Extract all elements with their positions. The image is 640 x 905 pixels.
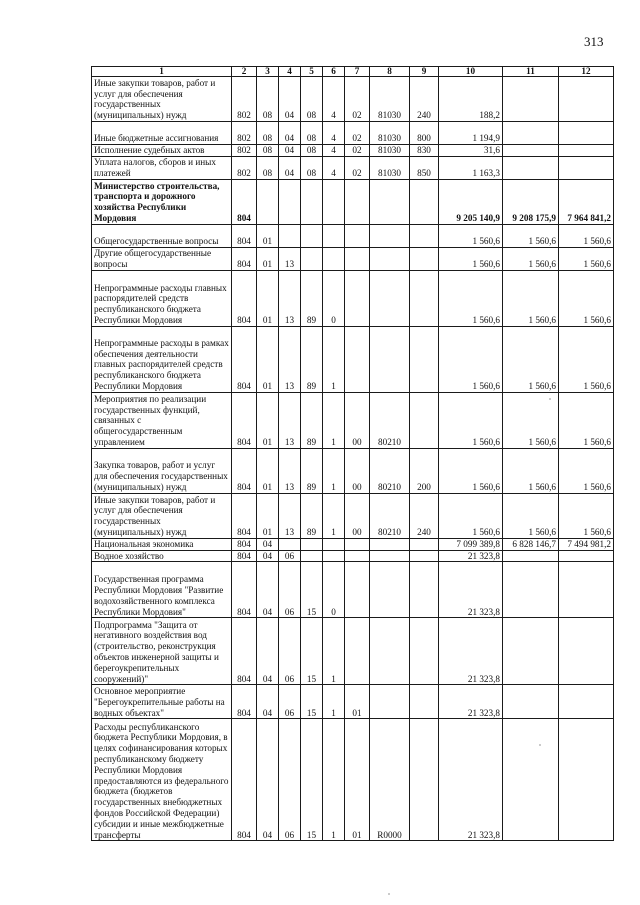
amount-year-3	[559, 550, 614, 562]
ministry-code: 804	[232, 224, 257, 247]
scan-speck	[539, 744, 541, 746]
column-header: 9	[410, 67, 439, 77]
subprogram-code: 4	[323, 145, 345, 157]
amount-year-1: 21 323,8	[439, 618, 503, 685]
activity-code	[345, 247, 370, 270]
section-code: 04	[257, 562, 279, 618]
ministry-code: 804	[232, 550, 257, 562]
amount-year-3: 7 494 981,2	[559, 538, 614, 550]
amount-year-1: 21 323,8	[439, 719, 503, 841]
ministry-code: 802	[232, 122, 257, 145]
item-name: Государственная программа Республики Мордовия "Развитие водохозяйственного комплекса Республики Мордовия"	[92, 562, 232, 618]
program-code: 08	[301, 156, 323, 179]
item-name: Общегосударственные вопросы	[92, 224, 232, 247]
table-row	[92, 493, 614, 538]
amount-year-1: 1 560,6	[439, 224, 503, 247]
activity-code: 01	[345, 719, 370, 841]
subsection-code: 13	[279, 247, 301, 270]
ministry-code: 804	[232, 618, 257, 685]
activity-code: 02	[345, 145, 370, 157]
subprogram-code	[323, 247, 345, 270]
direction-code	[370, 550, 410, 562]
amount-year-3: 1 560,6	[559, 392, 614, 448]
ministry-code: 802	[232, 77, 257, 122]
table-row	[92, 247, 614, 270]
subprogram-code: 0	[323, 270, 345, 326]
amount-year-1: 1 194,9	[439, 122, 503, 145]
subprogram-code: 4	[323, 77, 345, 122]
ministry-code: 804	[232, 493, 257, 538]
amount-year-2: 1 560,6	[503, 247, 559, 270]
program-code	[301, 550, 323, 562]
amount-year-3: 7 964 841,2	[559, 179, 614, 224]
program-code: 89	[301, 270, 323, 326]
ministry-code: 804	[232, 392, 257, 448]
ministry-code: 804	[232, 562, 257, 618]
expense-type-code	[410, 179, 439, 224]
ministry-code: 804	[232, 270, 257, 326]
direction-code	[370, 224, 410, 247]
table-row	[92, 618, 614, 685]
ministry-code: 804	[232, 179, 257, 224]
program-code: 15	[301, 562, 323, 618]
subprogram-code: 1	[323, 448, 345, 493]
subsection-code: 06	[279, 719, 301, 841]
amount-year-2: 1 560,6	[503, 392, 559, 448]
expense-type-code	[410, 270, 439, 326]
subprogram-code: 4	[323, 156, 345, 179]
amount-year-3: 1 560,6	[559, 448, 614, 493]
subprogram-code: 1	[323, 493, 345, 538]
table-row	[92, 77, 614, 122]
amount-year-1: 1 560,6	[439, 392, 503, 448]
activity-code: 01	[345, 685, 370, 719]
section-code: 01	[257, 270, 279, 326]
amount-year-1: 1 163,3	[439, 156, 503, 179]
expense-type-code	[410, 562, 439, 618]
ministry-code: 804	[232, 247, 257, 270]
amount-year-3	[559, 122, 614, 145]
program-code	[301, 179, 323, 224]
amount-year-2	[503, 77, 559, 122]
subprogram-code: 1	[323, 618, 345, 685]
activity-code: 02	[345, 122, 370, 145]
section-code: 04	[257, 618, 279, 685]
expense-type-code	[410, 247, 439, 270]
amount-year-3: 1 560,6	[559, 247, 614, 270]
section-code: 08	[257, 156, 279, 179]
subprogram-code	[323, 179, 345, 224]
amount-year-2	[503, 122, 559, 145]
activity-code	[345, 618, 370, 685]
program-code: 15	[301, 685, 323, 719]
ministry-code: 804	[232, 685, 257, 719]
subsection-code	[279, 224, 301, 247]
page-number: 313	[584, 34, 604, 49]
expense-type-code	[410, 392, 439, 448]
amount-year-3	[559, 562, 614, 618]
subsection-code: 06	[279, 618, 301, 685]
amount-year-1: 1 560,6	[439, 270, 503, 326]
table-row	[92, 122, 614, 145]
section-code: 01	[257, 392, 279, 448]
budget-table	[91, 66, 614, 841]
subsection-code: 13	[279, 493, 301, 538]
section-code: 01	[257, 326, 279, 392]
table-row	[92, 270, 614, 326]
section-code: 08	[257, 122, 279, 145]
column-header: 2	[232, 67, 257, 77]
table-row	[92, 685, 614, 719]
amount-year-3	[559, 719, 614, 841]
item-name: Подпрограмма "Защита от негативного воздействия вод (строительство, реконструкция объектов инженерной защиты и берегоукрепительных сооружений)"	[92, 618, 232, 685]
amount-year-1: 7 099 389,8	[439, 538, 503, 550]
amount-year-1: 1 560,6	[439, 326, 503, 392]
subprogram-code	[323, 550, 345, 562]
column-header: 1	[92, 67, 232, 77]
expense-type-code: 850	[410, 156, 439, 179]
column-header: 6	[323, 67, 345, 77]
amount-year-2	[503, 156, 559, 179]
table-row	[92, 224, 614, 247]
amount-year-3	[559, 77, 614, 122]
table-row	[92, 550, 614, 562]
subsection-code	[279, 179, 301, 224]
program-code: 89	[301, 493, 323, 538]
table-row	[92, 719, 614, 841]
subprogram-code	[323, 538, 345, 550]
section-code: 08	[257, 77, 279, 122]
expense-type-code	[410, 538, 439, 550]
table-row	[92, 179, 614, 224]
amount-year-3: 1 560,6	[559, 224, 614, 247]
program-code	[301, 247, 323, 270]
amount-year-2: 1 560,6	[503, 224, 559, 247]
direction-code: 80210	[370, 493, 410, 538]
subsection-code: 04	[279, 156, 301, 179]
subsection-code: 13	[279, 270, 301, 326]
direction-code	[370, 326, 410, 392]
header-row	[92, 67, 614, 77]
amount-year-3	[559, 145, 614, 157]
direction-code	[370, 247, 410, 270]
direction-code	[370, 685, 410, 719]
amount-year-1: 21 323,8	[439, 562, 503, 618]
ministry-code: 802	[232, 156, 257, 179]
amount-year-1: 31,6	[439, 145, 503, 157]
column-header: 10	[439, 67, 503, 77]
program-code: 89	[301, 326, 323, 392]
section-code: 08	[257, 145, 279, 157]
amount-year-3	[559, 156, 614, 179]
item-name: Закупка товаров, работ и услуг для обеспечения государственных (муниципальных) нужд	[92, 448, 232, 493]
section-code: 04	[257, 685, 279, 719]
program-code	[301, 538, 323, 550]
item-name: Непрограммные расходы главных распорядителей средств республиканского бюджета Республики Мордовия	[92, 270, 232, 326]
activity-code	[345, 550, 370, 562]
program-code	[301, 224, 323, 247]
program-code: 15	[301, 618, 323, 685]
direction-code: 81030	[370, 156, 410, 179]
subprogram-code: 1	[323, 685, 345, 719]
program-code: 08	[301, 122, 323, 145]
ministry-code: 804	[232, 538, 257, 550]
direction-code	[370, 538, 410, 550]
amount-year-2	[503, 618, 559, 685]
amount-year-2: 1 560,6	[503, 448, 559, 493]
direction-code	[370, 179, 410, 224]
amount-year-1: 21 323,8	[439, 550, 503, 562]
expense-type-code: 200	[410, 448, 439, 493]
amount-year-2	[503, 145, 559, 157]
table-row	[92, 562, 614, 618]
program-code: 15	[301, 719, 323, 841]
table-row	[92, 326, 614, 392]
column-header: 5	[301, 67, 323, 77]
expense-type-code	[410, 224, 439, 247]
scan-speck	[388, 893, 390, 895]
expense-type-code: 800	[410, 122, 439, 145]
expense-type-code	[410, 326, 439, 392]
section-code: 01	[257, 224, 279, 247]
table-row	[92, 448, 614, 493]
activity-code: 00	[345, 392, 370, 448]
subprogram-code	[323, 224, 345, 247]
amount-year-1: 9 205 140,9	[439, 179, 503, 224]
column-header: 3	[257, 67, 279, 77]
ministry-code: 804	[232, 326, 257, 392]
ministry-code: 804	[232, 448, 257, 493]
amount-year-3	[559, 618, 614, 685]
subsection-code: 06	[279, 685, 301, 719]
amount-year-1: 188,2	[439, 77, 503, 122]
direction-code: R0000	[370, 719, 410, 841]
item-name: Водное хозяйство	[92, 550, 232, 562]
amount-year-2	[503, 719, 559, 841]
amount-year-3: 1 560,6	[559, 270, 614, 326]
table-row	[92, 145, 614, 157]
column-header: 4	[279, 67, 301, 77]
amount-year-2: 9 208 175,9	[503, 179, 559, 224]
table-row	[92, 156, 614, 179]
section-code	[257, 179, 279, 224]
program-code: 89	[301, 448, 323, 493]
subprogram-code: 1	[323, 719, 345, 841]
item-name: Иные закупки товаров, работ и услуг для обеспечения государственных (муниципальных) нужд	[92, 493, 232, 538]
subprogram-code: 1	[323, 392, 345, 448]
item-name: Непрограммные расходы в рамках обеспечения деятельности главных распорядителей средств республиканского бюджета Республики Мордовия	[92, 326, 232, 392]
column-header: 7	[345, 67, 370, 77]
activity-code: 00	[345, 448, 370, 493]
item-name: Другие общегосударственные вопросы	[92, 247, 232, 270]
activity-code: 02	[345, 156, 370, 179]
item-name: Иные бюджетные ассигнования	[92, 122, 232, 145]
activity-code: 02	[345, 77, 370, 122]
scan-speck	[549, 398, 551, 400]
activity-code	[345, 326, 370, 392]
column-header: 12	[559, 67, 614, 77]
amount-year-2	[503, 685, 559, 719]
table-row	[92, 392, 614, 448]
subprogram-code: 0	[323, 562, 345, 618]
direction-code: 81030	[370, 145, 410, 157]
amount-year-2: 1 560,6	[503, 270, 559, 326]
activity-code	[345, 538, 370, 550]
activity-code: 00	[345, 493, 370, 538]
activity-code	[345, 270, 370, 326]
item-name: Расходы республиканского бюджета Республики Мордовия, в целях софинансирования которых республиканскому бюджету Республики Мордовия предоставляются из федерального бюджета (бюджетов государственных внебюджетных фондов Российской Федерации) субсидии и иные межбюджетные трансферты	[92, 719, 232, 841]
amount-year-2: 6 828 146,7	[503, 538, 559, 550]
ministry-code: 802	[232, 145, 257, 157]
subsection-code	[279, 538, 301, 550]
direction-code	[370, 618, 410, 685]
activity-code	[345, 562, 370, 618]
direction-code: 81030	[370, 77, 410, 122]
amount-year-3: 1 560,6	[559, 326, 614, 392]
item-name: Основное мероприятие "Берегоукрепительные работы на водных объектах"	[92, 685, 232, 719]
direction-code: 80210	[370, 448, 410, 493]
amount-year-3: 1 560,6	[559, 493, 614, 538]
section-code: 01	[257, 493, 279, 538]
subsection-code: 06	[279, 550, 301, 562]
section-code: 01	[257, 247, 279, 270]
direction-code	[370, 270, 410, 326]
expense-type-code: 830	[410, 145, 439, 157]
item-name: Национальная экономика	[92, 538, 232, 550]
amount-year-2: 1 560,6	[503, 493, 559, 538]
subsection-code: 13	[279, 448, 301, 493]
direction-code	[370, 562, 410, 618]
subsection-code: 04	[279, 77, 301, 122]
subprogram-code: 4	[323, 122, 345, 145]
expense-type-code	[410, 685, 439, 719]
expense-type-code: 240	[410, 77, 439, 122]
item-name: Исполнение судебных актов	[92, 145, 232, 157]
item-name: Министерство строительства, транспорта и дорожного хозяйства Республики Мордовия	[92, 179, 232, 224]
section-code: 04	[257, 538, 279, 550]
amount-year-1: 1 560,6	[439, 448, 503, 493]
amount-year-2: 1 560,6	[503, 326, 559, 392]
amount-year-2	[503, 550, 559, 562]
subsection-code: 04	[279, 122, 301, 145]
amount-year-2	[503, 562, 559, 618]
program-code: 08	[301, 77, 323, 122]
section-code: 04	[257, 550, 279, 562]
program-code: 89	[301, 392, 323, 448]
subsection-code: 04	[279, 145, 301, 157]
item-name: Иные закупки товаров, работ и услуг для обеспечения государственных (муниципальных) нужд	[92, 77, 232, 122]
amount-year-1: 21 323,8	[439, 685, 503, 719]
expense-type-code	[410, 550, 439, 562]
subprogram-code: 1	[323, 326, 345, 392]
section-code: 01	[257, 448, 279, 493]
amount-year-1: 1 560,6	[439, 493, 503, 538]
subsection-code: 06	[279, 562, 301, 618]
expense-type-code	[410, 719, 439, 841]
ministry-code: 804	[232, 719, 257, 841]
amount-year-1: 1 560,6	[439, 247, 503, 270]
section-code: 04	[257, 719, 279, 841]
column-header: 8	[370, 67, 410, 77]
activity-code	[345, 179, 370, 224]
item-name: Мероприятия по реализации государственных функций, связанных с общегосударственным управлением	[92, 392, 232, 448]
subsection-code: 13	[279, 392, 301, 448]
expense-type-code: 240	[410, 493, 439, 538]
item-name: Уплата налогов, сборов и иных платежей	[92, 156, 232, 179]
subsection-code: 13	[279, 326, 301, 392]
expense-type-code	[410, 618, 439, 685]
direction-code: 80210	[370, 392, 410, 448]
direction-code: 81030	[370, 122, 410, 145]
amount-year-3	[559, 685, 614, 719]
program-code: 08	[301, 145, 323, 157]
column-header: 11	[503, 67, 559, 77]
table-row	[92, 538, 614, 550]
activity-code	[345, 224, 370, 247]
